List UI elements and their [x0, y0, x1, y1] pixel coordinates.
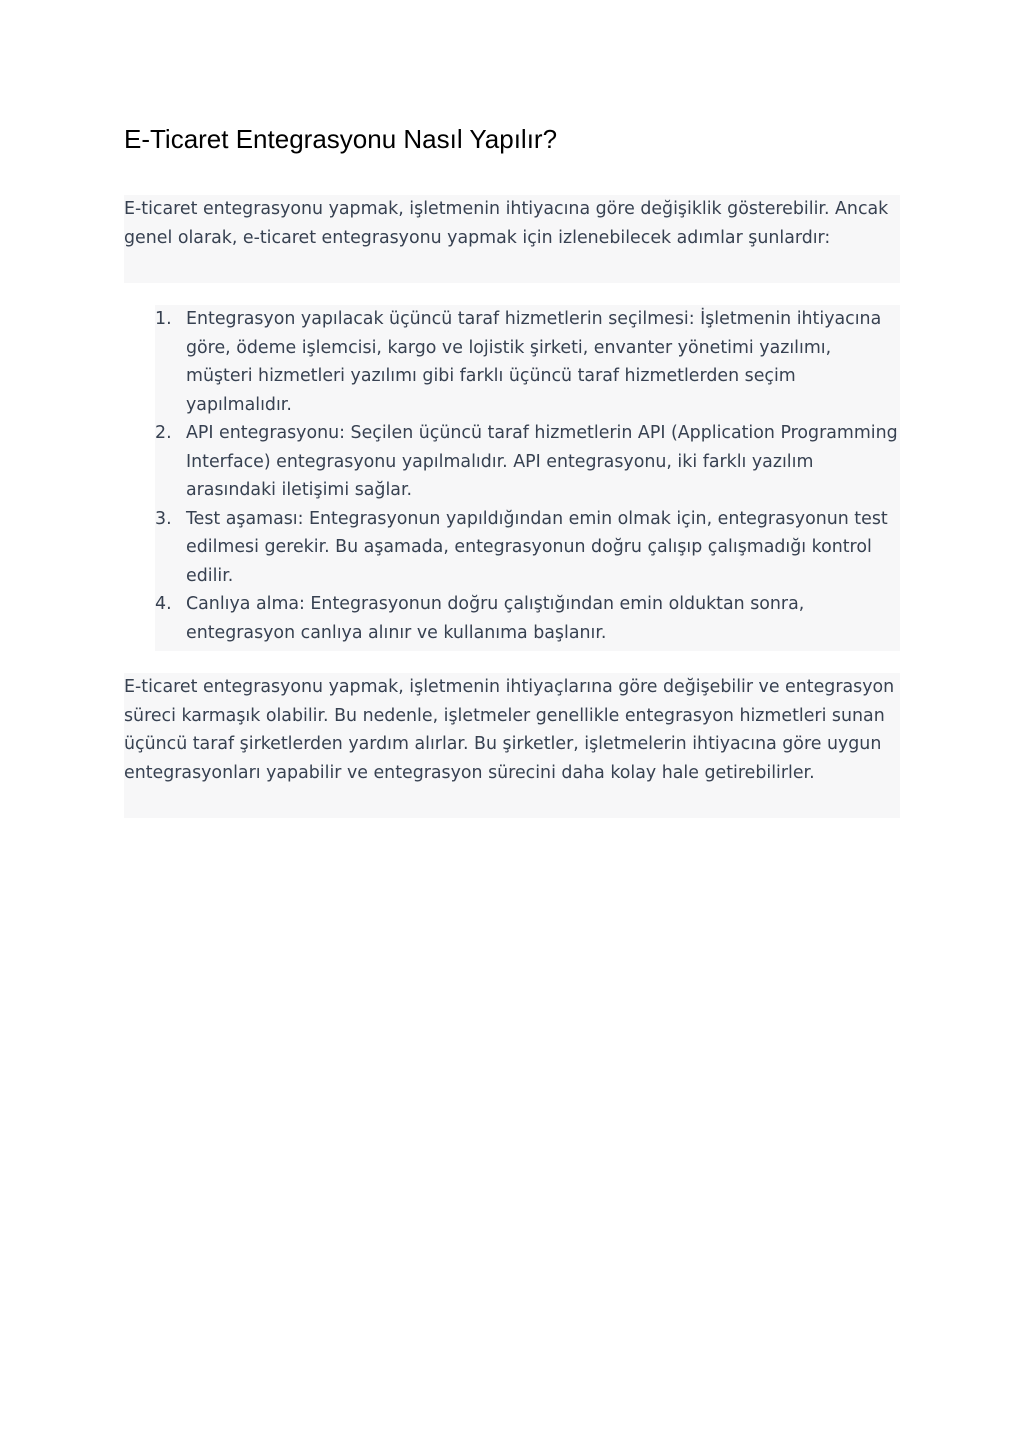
steps-block — [155, 305, 900, 651]
list-item — [155, 305, 900, 419]
step-number: 1. — [155, 309, 172, 329]
step-text: Entegrasyon yapılacak üçüncü taraf hizmetlerin seçilmesi: İşletmenin ihtiyacına göre, ödeme işlemcisi, kargo ve lojistik şirketi, envanter yönetimi yazılımı, müşteri hizmetleri yazılımı gibi farklı üçüncü taraf hizmetlerden seçim yapılmalıdır. — [186, 309, 882, 415]
step-number: 4. — [155, 594, 172, 614]
list-item — [155, 419, 900, 505]
step-text: Test aşaması: Entegrasyonun yapıldığından emin olmak için, entegrasyonun test edilmesi gerekir. Bu aşamada, entegrasyonun doğru çalışıp çalışmadığı kontrol edilir. — [186, 508, 888, 586]
steps-list — [155, 305, 900, 647]
list-item — [155, 590, 900, 647]
outro-paragraph: E-ticaret entegrasyonu yapmak, işletmenin ihtiyaçlarına göre değişebilir ve entegrasyon süreci karmaşık olabilir. Bu nedenle, işletmeler genellikle entegrasyon hizmetleri sunan üçüncü taraf şirketlerden yardım alırlar. Bu şirketler, işletmelerin ihtiyacına göre uygun entegrasyonları yapabilir ve entegrasyon sürecini daha kolay hale getirebilirler. — [124, 677, 895, 783]
list-item — [155, 505, 900, 591]
page-title: E-Ticaret Entegrasyonu Nasıl Yapılır? — [124, 124, 558, 154]
step-text: API entegrasyonu: Seçilen üçüncü taraf hizmetlerin API (Application Programming Interface) entegrasyonu yapılmalıdır. API entegrasyonu, iki farklı yazılım arasındaki iletişimi sağlar. — [186, 423, 898, 500]
step-number: 3. — [155, 508, 172, 529]
intro-paragraph: E-ticaret entegrasyonu yapmak, işletmenin ihtiyacına göre değişiklik gösterebilir. Ancak genel olarak, e-ticaret entegrasyonu yapmak için izlenebilecek adımlar şunlardır: — [124, 199, 889, 248]
intro-block — [124, 195, 900, 283]
outro-block — [124, 673, 900, 818]
step-text: Canlıya alma: Entegrasyonun doğru çalıştığından emin olduktan sonra, entegrasyon canlıya alınır ve kullanıma başlanır. — [186, 594, 805, 643]
step-number: 2. — [155, 423, 172, 443]
